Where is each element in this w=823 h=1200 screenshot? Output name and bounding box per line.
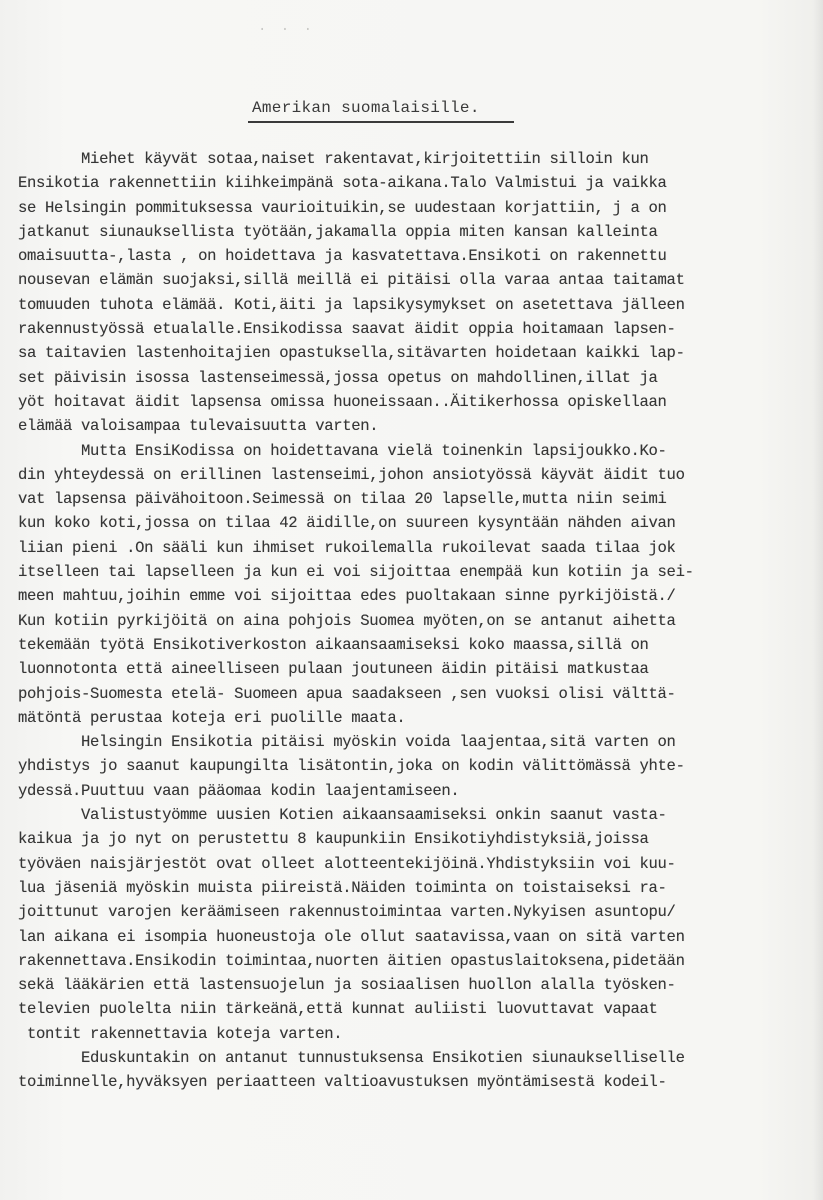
text-line: ydessä.Puuttuu vaan pääomaa kodin laajentamiseen. xyxy=(18,781,460,800)
text-line: Helsingin Ensikotia pitäisi myöskin voida laajentaa,sitä varten on xyxy=(18,733,676,752)
title-underline xyxy=(248,121,514,123)
text-line: sa taitavien lastenhoitajien opastuksella,sitävarten hoidetaan kaikki lap- xyxy=(18,344,685,363)
text-line: kun koko koti,jossa on tilaa 42 äidille,on suureen kysyntään nähden aivan xyxy=(18,514,676,533)
text-line: tontit rakennettavia koteja varten. xyxy=(18,1024,343,1043)
text-line: sekä lääkärien että lastensuojelun ja sosiaalisen huollon alalla työsken- xyxy=(18,976,676,995)
text-line: rakennustyössä etualalle.Ensikodissa saavat äidit oppia hoitamaan lapsen- xyxy=(18,320,676,339)
text-line: tekemään työtä Ensikotiverkoston aikaansaamiseksi koko maassa,sillä on xyxy=(18,635,649,654)
text-line: elämää valoisampaa tulevaisuutta varten. xyxy=(18,417,379,436)
text-line: itselleen tai lapselleen ja kun ei voi sijoittaa enempää kun kotiin ja sei- xyxy=(18,563,694,582)
text-line: pohjois-Suomesta etelä- Suomeen apua saadakseen ,sen vuoksi olisi välttä- xyxy=(18,684,676,703)
text-line: joittunut varojen keräämiseen rakennustoimintaa varten.Nykyisen asuntopu/ xyxy=(18,903,676,922)
document-title: Amerikan suomalaisille. xyxy=(252,99,480,117)
text-line: mätöntä perustaa koteja eri puolille maata. xyxy=(18,708,406,727)
text-line: nousevan elämän suojaksi,sillä meillä ei pitäisi olla varaa antaa taitamat xyxy=(18,271,685,290)
text-line: jatkanut siunauksellista työtään,jakamalla oppia miten kansan kalleinta xyxy=(18,222,658,241)
text-line: set päivisin isossa lastenseimessä,jossa opetus on mahdollinen,illat ja xyxy=(18,368,658,387)
text-line: se Helsingin pommituksessa vaurioituikin,se uudestaan korjattiin, j a on xyxy=(18,198,667,217)
text-line: omaisuutta-,lasta , on hoidettava ja kasvatettava.Ensikoti on rakennettu xyxy=(18,247,667,266)
text-line: Valistustyömme uusien Kotien aikaansaamiseksi onkin saanut vasta- xyxy=(18,806,667,825)
text-line: kaikua ja jo nyt on perustettu 8 kaupunkiin Ensikotiyhdistyksiä,joissa xyxy=(18,830,649,849)
text-line: työväen naisjärjestöt ovat olleet alotteentekijöinä.Yhdistyksiin voi kuu- xyxy=(18,854,676,873)
text-line: lua jäseniä myöskin muista piireistä.Näiden toiminta on toistaiseksi ra- xyxy=(18,878,667,897)
text-line: televien puolelta niin tärkeänä,että kunnat auliisti luovuttavat vapaat xyxy=(18,1000,658,1019)
text-line: toiminnelle,hyväksyen periaatteen valtioavustuksen myöntämisestä kodeil- xyxy=(18,1073,667,1092)
text-line: yöt hoitavat äidit lapsensa omissa huoneissaan..Äitikerhossa opiskellaan xyxy=(18,392,667,411)
text-line: Kun kotiin pyrkijöitä on aina pohjois Suomea myöten,on se antanut aihetta xyxy=(18,611,676,630)
text-line: din yhteydessä on erillinen lastenseimi,johon ansiotyössä käyvät äidit tuo xyxy=(18,465,685,484)
text-line: Eduskuntakin on antanut tunnustuksensa Ensikotien siunaukselliselle xyxy=(18,1048,685,1067)
text-line: tomuuden tuhota elämää. Koti,äiti ja lapsikysymykset on asetettava jälleen xyxy=(18,295,685,314)
document-body xyxy=(18,147,823,1095)
text-line: Mutta EnsiKodissa on hoidettavana vielä toinenkin lapsijoukko.Ko- xyxy=(18,441,667,460)
text-line: Ensikotia rakennettiin kiihkeimpänä sota-aikana.Talo Valmistui ja vaikka xyxy=(18,174,667,193)
text-line: luonnotonta että aineelliseen pulaan joutuneen äidin pitäisi matkustaa xyxy=(18,660,649,679)
text-line: rakennettava.Ensikodin toimintaa,nuorten äitien opastuslaitoksena,pidetään xyxy=(18,951,685,970)
text-line: yhdistys jo saanut kaupungilta lisätontin,joka on kodin välittömässä yhte- xyxy=(18,757,685,776)
text-line: meen mahtuu,joihin emme voi sijoittaa edes puoltakaan sinne pyrkijöistä./ xyxy=(18,587,676,606)
text-line: lan aikana ei isompia huoneustoja ole ollut saatavissa,vaan on sitä varten xyxy=(18,927,685,946)
faint-paper-mark: · · · xyxy=(258,22,316,38)
text-line: vat lapsensa päivähoitoon.Seimessä on tilaa 20 lapselle,mutta niin seimi xyxy=(18,490,667,509)
text-line: Miehet käyvät sotaa,naiset rakentavat,kirjoitettiin silloin kun xyxy=(18,150,649,168)
text-line: liian pieni .On sääli kun ihmiset rukoilemalla rukoilevat saada tilaa jok xyxy=(18,538,676,557)
